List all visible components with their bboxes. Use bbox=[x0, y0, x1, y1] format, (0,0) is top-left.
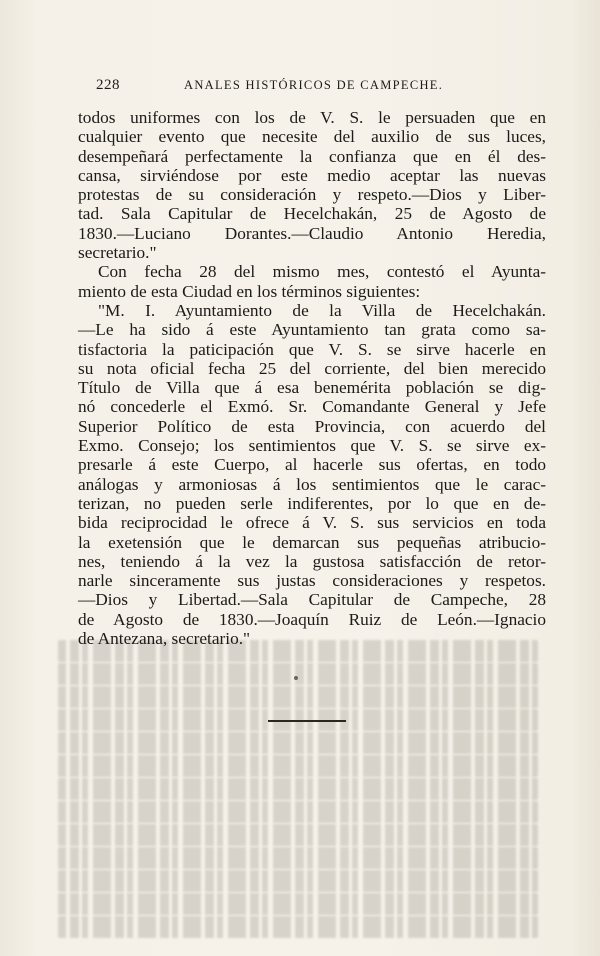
text-line: secretario." bbox=[78, 243, 157, 263]
text-line: análogas y armoniosas á los sentimientos que le carac- bbox=[78, 474, 546, 494]
text-line: su nota oficial fecha 25 del corriente, del bien merecido bbox=[78, 358, 546, 378]
text-line: todos uniformes con los de V. S. le persuaden que en bbox=[78, 108, 546, 127]
end-rule bbox=[268, 720, 346, 722]
text-line: nó concederle el Exmó. Sr. Comandante General y Jefe bbox=[78, 397, 546, 417]
text-line: terizan, no pueden serle indiferentes, por lo que en de- bbox=[78, 493, 546, 513]
text-line: cualquier evento que necesite del auxilio de sus luces, bbox=[78, 127, 546, 147]
page-header bbox=[96, 77, 556, 97]
text-line: —Le ha sido á este Ayuntamiento tan grata como sa- bbox=[78, 320, 546, 340]
text-line: de Antezana, secretario." bbox=[78, 629, 251, 649]
running-head: ANALES HISTÓRICOS DE CAMPECHE. bbox=[184, 78, 444, 92]
bleed-through-text bbox=[58, 640, 538, 940]
text-line: tisfactoria la paticipación que V. S. se sirve hacerle en bbox=[78, 339, 546, 359]
text-line: Exmo. Consejo; los sentimientos que V. S. se sirve ex- bbox=[78, 436, 546, 456]
text-line: tad. Sala Capitular de Hecelchakán, 25 de Agosto de bbox=[78, 204, 546, 224]
text-line: desempeñará perfectamente la confianza que en él des- bbox=[78, 146, 546, 166]
body-text bbox=[78, 108, 546, 648]
text-line: de Agosto de 1830.—Joaquín Ruiz de León.—Ignacio bbox=[78, 609, 546, 629]
text-line: Con fecha 28 del mismo mes, contestó el Ayunta- bbox=[98, 262, 546, 282]
text-line: nes, teniendo á la vez la gustosa satisfacción de retor- bbox=[78, 551, 546, 571]
text-line: bida reciprocidad le ofrece á V. S. sus servicios en toda bbox=[78, 513, 546, 533]
text-line: —Dios y Libertad.—Sala Capitular de Campeche, 28 bbox=[78, 590, 546, 610]
text-line: miento de esta Ciudad en los términos siguientes: bbox=[78, 281, 421, 301]
text-line: la exetensión que le demarcan sus pequeñas atribucio- bbox=[78, 532, 546, 552]
ink-speck bbox=[294, 676, 298, 680]
text-line: Título de Villa que á esa benemérita población se dig- bbox=[78, 378, 546, 398]
text-line: "M. I. Ayuntamiento de la Villa de Hecelchakán. bbox=[98, 300, 546, 320]
page-number: 228 bbox=[96, 77, 120, 93]
text-line: protestas de su consideración y respeto.—Dios y Liber- bbox=[78, 185, 546, 205]
text-line: 1830.—Luciano Dorantes.—Claudio Antonio Heredia, bbox=[78, 223, 546, 243]
text-line: Superior Político de esta Provincia, con acuerdo del bbox=[78, 416, 546, 436]
text-line: cansa, sirviéndose por este medio aceptar las nuevas bbox=[78, 165, 546, 185]
text-line: narle sinceramente sus justas consideraciones y respetos. bbox=[78, 571, 546, 591]
text-line: presarle á este Cuerpo, al hacerle sus ofertas, en todo bbox=[78, 455, 546, 475]
